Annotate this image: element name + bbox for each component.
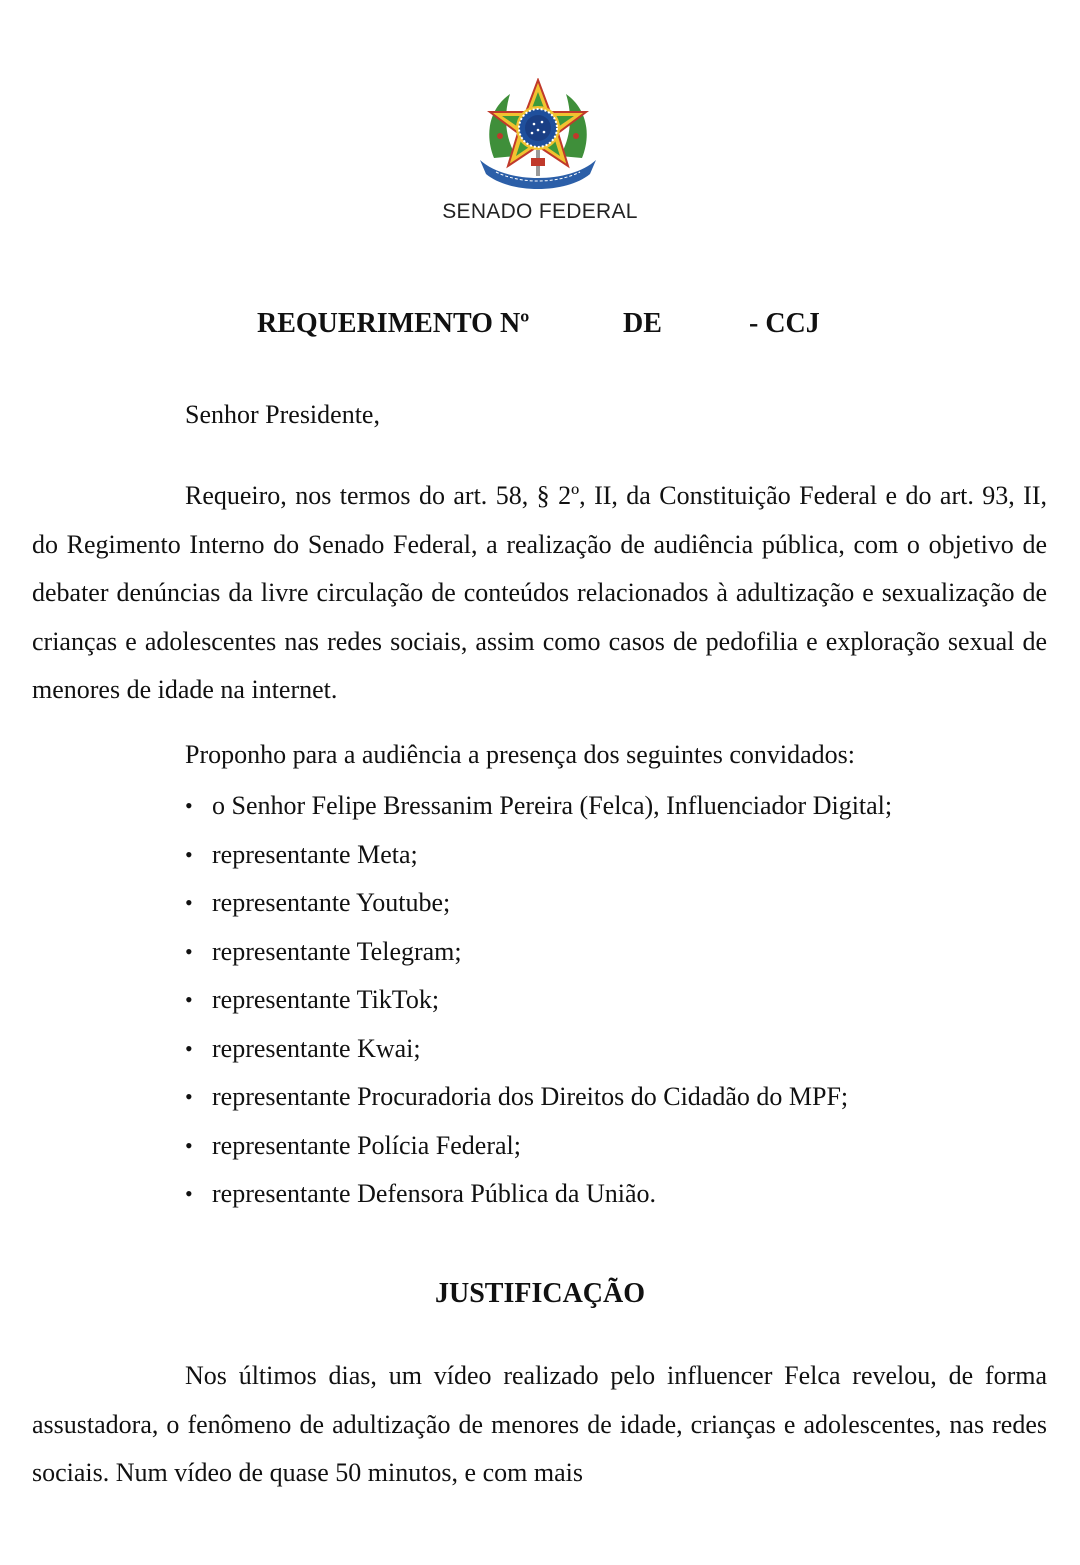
justification-paragraph: Nos últimos dias, um vídeo realizado pelo influencer Felca revelou, de forma assustadora, o fenômeno de adultização de menores de idade, crianças e adolescentes, nas redes sociais. Num vídeo de quase 50 minutos, e com mais bbox=[32, 1361, 1047, 1487]
bullet-icon: • bbox=[185, 1181, 193, 1206]
guest-item bbox=[185, 1079, 892, 1128]
guest-item bbox=[185, 1031, 892, 1080]
bullet-icon: • bbox=[185, 938, 193, 964]
guest-item bbox=[185, 1176, 892, 1225]
institution-name: SENADO FEDERAL bbox=[442, 200, 638, 223]
bullet-icon: • bbox=[185, 841, 193, 867]
coat-of-arms-icon bbox=[476, 78, 600, 196]
guest-label: representante Meta; bbox=[212, 839, 418, 869]
guest-item bbox=[185, 885, 892, 934]
guest-label: representante Kwai; bbox=[212, 1033, 421, 1063]
guest-item bbox=[185, 837, 892, 886]
bullet-icon: • bbox=[185, 1084, 193, 1109]
document-title bbox=[0, 308, 1080, 348]
guest-list bbox=[185, 788, 892, 1225]
guest-label: representante Polícia Federal; bbox=[212, 1130, 521, 1160]
greeting: Senhor Presidente, bbox=[185, 400, 380, 429]
bullet-icon: • bbox=[185, 1035, 193, 1061]
guest-label: representante TikTok; bbox=[212, 985, 440, 1014]
guest-item bbox=[185, 934, 892, 983]
guest-label: o Senhor Felipe Bressanim Pereira (Felca), Influenciador Digital; bbox=[212, 791, 893, 820]
guests-intro: Proponho para a audiência a presença dos seguintes convidados: bbox=[185, 740, 856, 769]
title-requerimento: REQUERIMENTO Nº bbox=[257, 308, 530, 339]
justification-heading: JUSTIFICAÇÃO bbox=[434, 1278, 646, 1309]
title-committee: - CCJ bbox=[749, 308, 820, 339]
title-de: DE bbox=[623, 308, 662, 339]
guest-label: representante Telegram; bbox=[212, 936, 462, 966]
guest-label: representante Procuradoria dos Direitos do Cidadão do MPF; bbox=[212, 1082, 849, 1111]
bullet-icon: • bbox=[185, 793, 193, 818]
bullet-icon: • bbox=[185, 1132, 193, 1158]
guest-item bbox=[185, 982, 892, 1031]
bullet-icon: • bbox=[185, 987, 193, 1012]
guest-label: representante Youtube; bbox=[212, 888, 451, 917]
request-paragraph: Requeiro, nos termos do art. 58, § 2º, II, da Constituição Federal e do art. 93, II, do Regimento Interno do Senado Federal, a realização de audiência pública, com o objetivo de debater denúncias da livre circulação de conteúdos relacionados à adultização e sexualização de crianças e adolescentes nas redes sociais, assim como casos de pedofilia e exploração sexual de menores de idade na internet. bbox=[32, 481, 1047, 704]
guest-item bbox=[185, 788, 892, 837]
bullet-icon: • bbox=[185, 890, 193, 915]
guest-label: representante Defensora Pública da União. bbox=[212, 1179, 656, 1208]
guest-item bbox=[185, 1128, 892, 1177]
